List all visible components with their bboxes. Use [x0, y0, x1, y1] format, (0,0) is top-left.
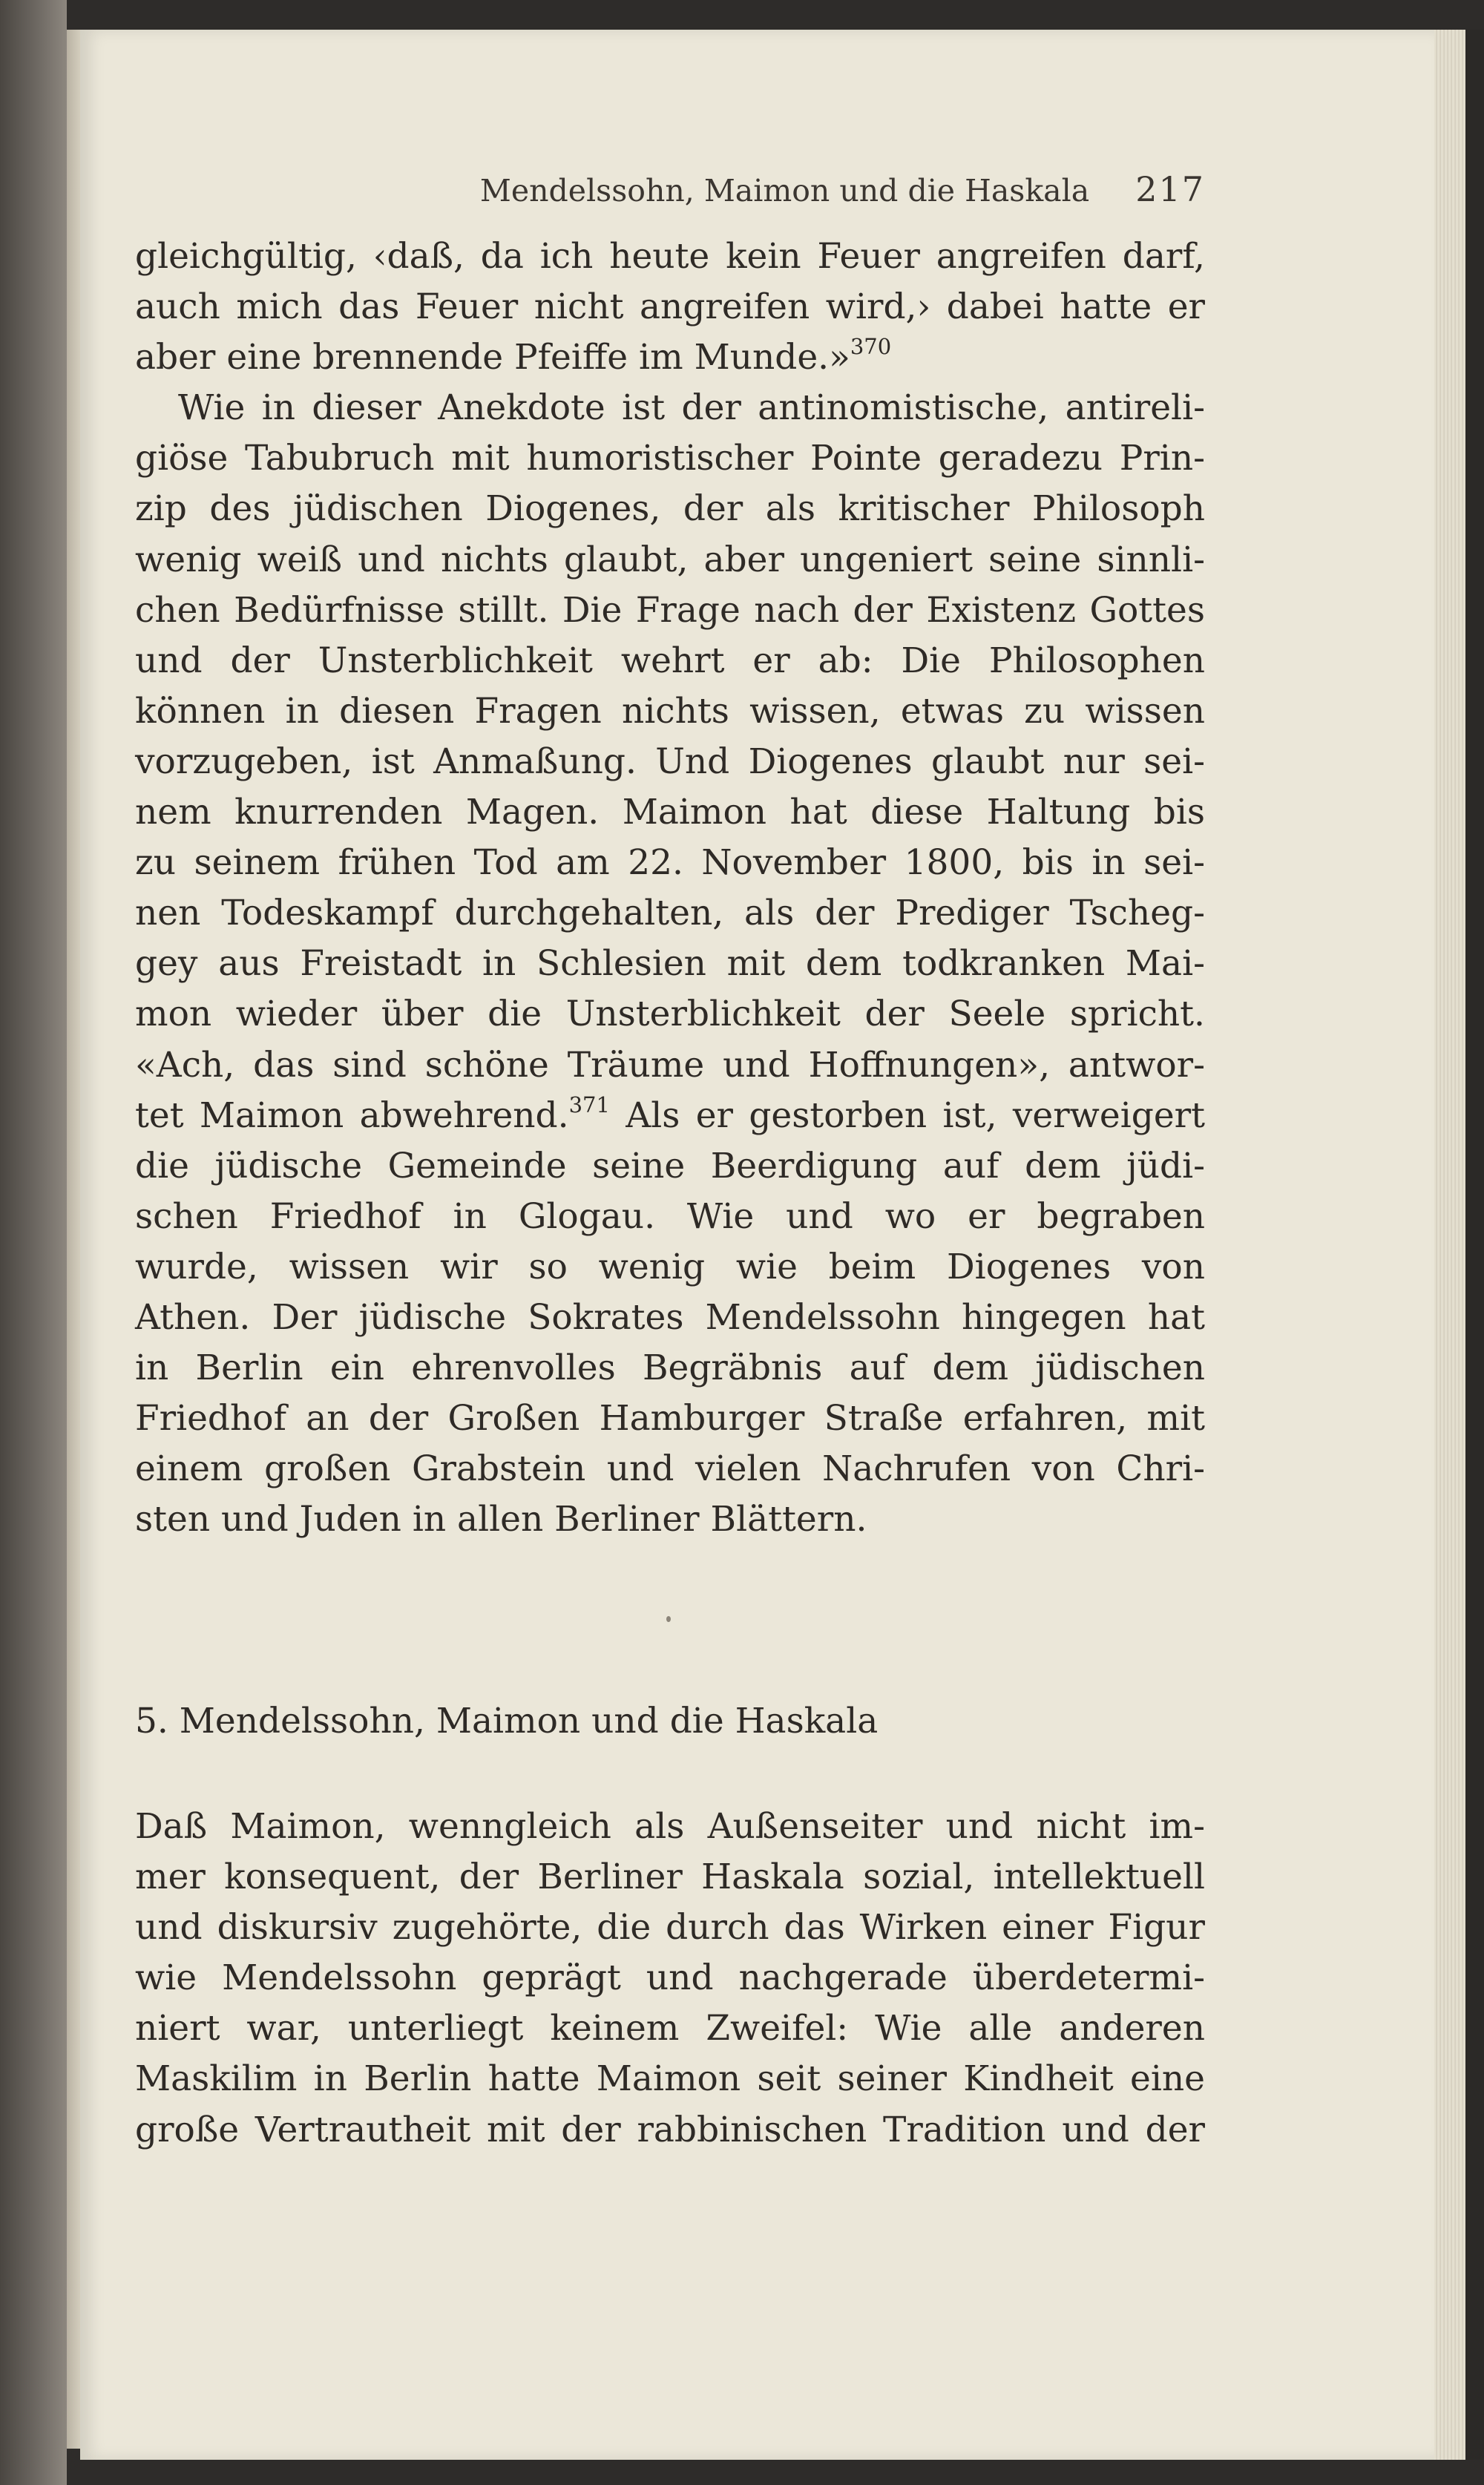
page-edge-shadow — [1465, 30, 1484, 2460]
text-line: wurde, wissen wir so wenig wie beim Diogenes von — [135, 1246, 1205, 1287]
text-line: Daß Maimon, wenngleich als Außenseiter und nicht im- — [135, 1806, 1205, 1847]
text-line: zu seinem frühen Tod am 22. November 1800, bis in sei- — [135, 842, 1205, 884]
text-line: nen Todeskampf durchgehalten, als der Prediger Tscheg- — [135, 893, 1205, 934]
print-speck — [666, 1616, 671, 1622]
text-line: Wie in dieser Anekdote ist der antinomistische, antireli- — [178, 387, 1205, 429]
paragraph-continued — [135, 232, 1205, 383]
text-line: auch mich das Feuer nicht angreifen wird,› dabei hatte er — [135, 286, 1205, 328]
text-line: wenig weiß und nichts glaubt, aber ungeniert seine sinnli- — [135, 539, 1205, 580]
text-line: niert war, unterliegt keinem Zweifel: Wie alle anderen — [135, 2008, 1205, 2049]
paragraph-haskala — [135, 1802, 1205, 2156]
footnote-ref-370: 370 — [850, 334, 892, 360]
text-line: mon wieder über die Unsterblichkeit der Seele spricht. — [135, 994, 1205, 1035]
text-line: gleichgültig, ‹daß, da ich heute kein Feuer angreifen darf, — [135, 236, 1205, 277]
paragraph-diogenes — [135, 383, 1205, 1545]
running-head — [416, 169, 1205, 209]
text-line: giöse Tabubruch mit humoristischer Pointe geradezu Prin- — [135, 438, 1205, 479]
section-heading: 5. Mendelssohn, Maimon und die Haskala — [135, 1701, 879, 1742]
text-line: die jüdische Gemeinde seine Beerdigung auf dem jüdi- — [135, 1145, 1205, 1186]
text-line: zip des jüdischen Diogenes, der als kritischer Philosoph — [135, 488, 1205, 530]
text-line: «Ach, das sind schöne Träume und Hoffnungen», antwor- — [135, 1044, 1205, 1086]
text-line: Maskilim in Berlin hatte Maimon seit seiner Kindheit eine — [135, 2058, 1205, 2100]
text-line: Athen. Der jüdische Sokrates Mendelssohn hingegen hat — [135, 1296, 1205, 1338]
text-line: und der Unsterblichkeit wehrt er ab: Die Philosophen — [135, 640, 1205, 681]
text-line: große Vertrautheit mit der rabbinischen Tradition und der — [135, 2109, 1205, 2150]
text-line: nem knurrenden Magen. Maimon hat diese Haltung bis — [135, 792, 1205, 833]
text-line — [135, 332, 1205, 383]
page-block-edges — [1434, 30, 1465, 2460]
body-text-block-2 — [135, 1802, 1205, 2156]
text-line: in Berlin ein ehrenvolles Begräbnis auf dem jüdischen — [135, 1347, 1205, 1389]
text-line: Friedhof an der Großen Hamburger Straße erfahren, mit — [135, 1398, 1205, 1440]
page-number: 217 — [1135, 169, 1205, 209]
text-line-content: aber eine brennende Pfeiffe im Munde.» — [135, 337, 850, 378]
text-line: sten und Juden in allen Berliner Blättern. — [135, 1499, 867, 1540]
text-line: mer konsequent, der Berliner Haskala sozial, intellektuell — [135, 1857, 1205, 1898]
text-line-content: tet Maimon abwehrend. — [135, 1094, 569, 1136]
text-line: einem großen Grabstein und vielen Nachrufen von Chri- — [135, 1448, 1205, 1490]
text-line: chen Bedürfnisse stillt. Die Frage nach der Existenz Gottes — [135, 589, 1205, 631]
text-line-content: Als er gestorben ist, verweigert — [609, 1094, 1206, 1136]
text-line: wie Mendelssohn geprägt und nachgerade überdetermi- — [135, 1957, 1205, 1999]
body-text-block-1 — [135, 232, 1205, 1545]
text-line: vorzugeben, ist Anmaßung. Und Diogenes glaubt nur sei- — [135, 741, 1205, 782]
footnote-ref-371: 371 — [568, 1092, 610, 1117]
text-line-with-footnote — [135, 1091, 1205, 1141]
text-line: können in diesen Fragen nichts wissen, etwas zu wissen — [135, 690, 1205, 732]
text-line: schen Friedhof in Glogau. Wie und wo er begraben — [135, 1195, 1205, 1237]
text-line: und diskursiv zugehörte, die durch das Wirken einer Figur — [135, 1907, 1205, 1949]
book-spine — [0, 0, 67, 2485]
running-head-title: Mendelssohn, Maimon und die Haskala — [479, 173, 1090, 209]
text-line: gey aus Freistadt in Schlesien mit dem todkranken Mai- — [135, 943, 1205, 985]
